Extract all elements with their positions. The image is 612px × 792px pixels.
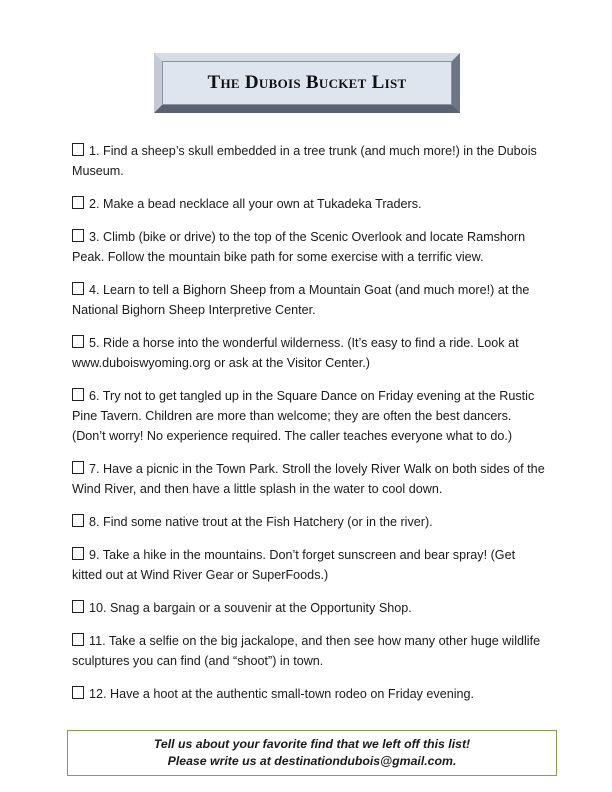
title-panel — [162, 61, 452, 105]
list-item — [72, 194, 546, 214]
list-item-text: 6. Try not to get tangled up in the Square Dance on Friday evening at the Rustic Pine Tavern. Children are more than welcome; they are often the best dancers. (Don’t worry! No experience required. The caller teaches everyone what to do.) — [72, 389, 535, 443]
list-item-text: 10. Snag a bargain or a souvenir at the Opportunity Shop. — [89, 601, 412, 615]
page-title: The Dubois Bucket List — [207, 72, 407, 93]
bucket-list — [72, 141, 546, 704]
footer-line-1: Tell us about your favorite find that we left off this list! — [153, 737, 471, 751]
footer-line-2: Please write us at destinationdubois@gmail.com. — [167, 754, 457, 768]
checkbox[interactable] — [72, 547, 84, 560]
checkbox[interactable] — [72, 600, 84, 613]
checkbox[interactable] — [72, 282, 84, 295]
list-item — [72, 684, 546, 704]
list-item-text: 11. Take a selfie on the big jackalope, and then see how many other huge wildlife sculptures you can find (and “shoot”) in town. — [72, 634, 541, 668]
checkbox[interactable] — [72, 335, 84, 348]
title-banner — [154, 53, 460, 113]
checkbox[interactable] — [72, 196, 84, 209]
list-item-text: 4. Learn to tell a Bighorn Sheep from a Mountain Goat (and much more!) at the National Bighorn Sheep Interpretive Center. — [72, 283, 530, 317]
list-item — [72, 545, 546, 585]
list-item — [72, 227, 546, 267]
list-item — [72, 141, 546, 181]
list-item-text: 8. Find some native trout at the Fish Hatchery (or in the river). — [89, 515, 433, 529]
list-item-text: 5. Ride a horse into the wonderful wilderness. (It’s easy to find a ride. Look at www.duboiswyoming.org or ask at the Visitor Center.) — [72, 336, 519, 370]
checkbox[interactable] — [72, 514, 84, 527]
checkbox[interactable] — [72, 686, 84, 699]
list-item-text: 9. Take a hike in the mountains. Don’t forget sunscreen and bear spray! (Get kitted out at Wind River Gear or SuperFoods.) — [72, 548, 516, 582]
list-item-text: 2. Make a bead necklace all your own at Tukadeka Traders. — [89, 197, 422, 211]
list-item — [72, 631, 546, 671]
list-item-text: 7. Have a picnic in the Town Park. Stroll the lovely River Walk on both sides of the Wind River, and then have a little splash in the water to cool down. — [72, 462, 545, 496]
list-item-text: 3. Climb (bike or drive) to the top of the Scenic Overlook and locate Ramshorn Peak. Follow the mountain bike path for some exercise with a terrific view. — [72, 230, 526, 264]
list-item — [72, 598, 546, 618]
checkbox[interactable] — [72, 388, 84, 401]
checkbox[interactable] — [72, 461, 84, 474]
checkbox[interactable] — [72, 633, 84, 646]
checkbox[interactable] — [72, 143, 84, 156]
list-item-text: 1. Find a sheep’s skull embedded in a tree trunk (and much more!) in the Dubois Museum. — [72, 144, 537, 178]
list-item — [72, 333, 546, 373]
list-item — [72, 459, 546, 499]
list-item — [72, 386, 546, 446]
list-item-text: 12. Have a hoot at the authentic small-town rodeo on Friday evening. — [89, 687, 475, 701]
footer-callout — [67, 730, 557, 776]
list-item — [72, 512, 546, 532]
checkbox[interactable] — [72, 229, 84, 242]
list-item — [72, 280, 546, 320]
